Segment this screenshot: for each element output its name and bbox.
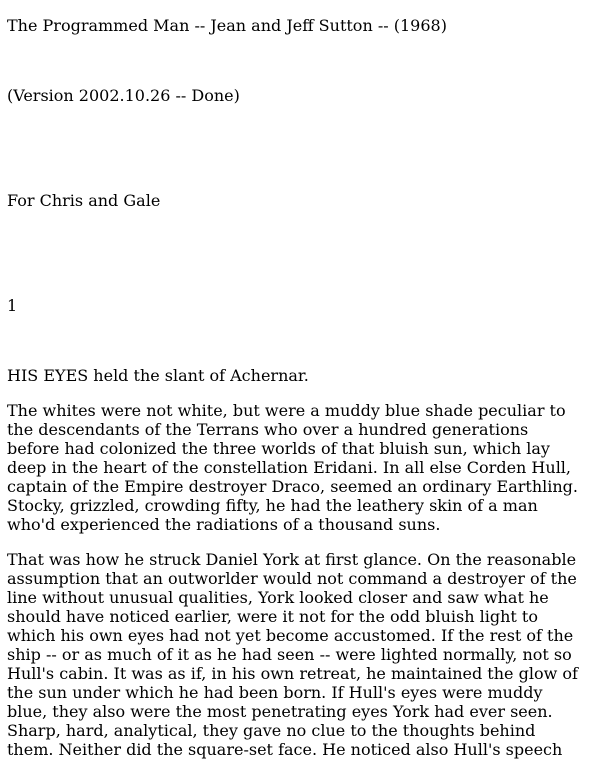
- paragraph-line: Hull's cabin. It was as if, in his own retreat, he maintained the glow of: [7, 664, 578, 683]
- paragraph-line: line without unusual qualities, York looked closer and saw what he: [7, 588, 549, 607]
- version-note: (Version 2002.10.26 -- Done): [7, 86, 240, 105]
- chapter-number: 1: [7, 296, 18, 315]
- dedication: For Chris and Gale: [7, 191, 161, 210]
- paragraph-line: before had colonized the three worlds of that bluish sun, which lay: [7, 439, 550, 458]
- paragraph-line: deep in the heart of the constellation Eridani. In all else Corden Hull,: [7, 458, 572, 477]
- paragraph-line: The whites were not white, but were a muddy blue shade peculiar to: [7, 401, 566, 420]
- paragraph-line: assumption that an outworlder would not command a destroyer of the: [7, 569, 577, 588]
- paragraph-line: them. Neither did the square-set face. He noticed also Hull's speech: [7, 740, 563, 759]
- paragraph-line: which his own eyes had not yet become accustomed. If the rest of the: [7, 626, 574, 645]
- book-title: The Programmed Man -- Jean and Jeff Sutton -- (1968): [7, 16, 447, 35]
- paragraph-line: the descendants of the Terrans who over a hundred generations: [7, 420, 529, 439]
- opening-line: HIS EYES held the slant of Achernar.: [7, 366, 309, 385]
- paragraph-line: Stocky, grizzled, crowding fifty, he had the leathery skin of a man: [7, 496, 538, 515]
- document-page: [7, 16, 585, 759]
- paragraph-1: [7, 401, 585, 534]
- paragraph-line: blue, they also were the most penetrating eyes York had ever seen.: [7, 702, 553, 721]
- paragraph-line: captain of the Empire destroyer Draco, seemed an ordinary Earthling.: [7, 477, 578, 496]
- paragraph-line: who'd experienced the radiations of a thousand suns.: [7, 515, 441, 534]
- paragraph-line: should have noticed earlier, were it not for the odd bluish light to: [7, 607, 538, 626]
- paragraph-line: That was how he struck Daniel York at first glance. On the reasonable: [7, 550, 577, 569]
- paragraph-2: [7, 550, 585, 759]
- paragraph-line: the sun under which he had been born. If Hull's eyes were muddy: [7, 683, 543, 702]
- paragraph-line: ship -- or as much of it as he had seen -- were lighted normally, not so: [7, 645, 572, 664]
- paragraph-line: Sharp, hard, analytical, they gave no clue to the thoughts behind: [7, 721, 536, 740]
